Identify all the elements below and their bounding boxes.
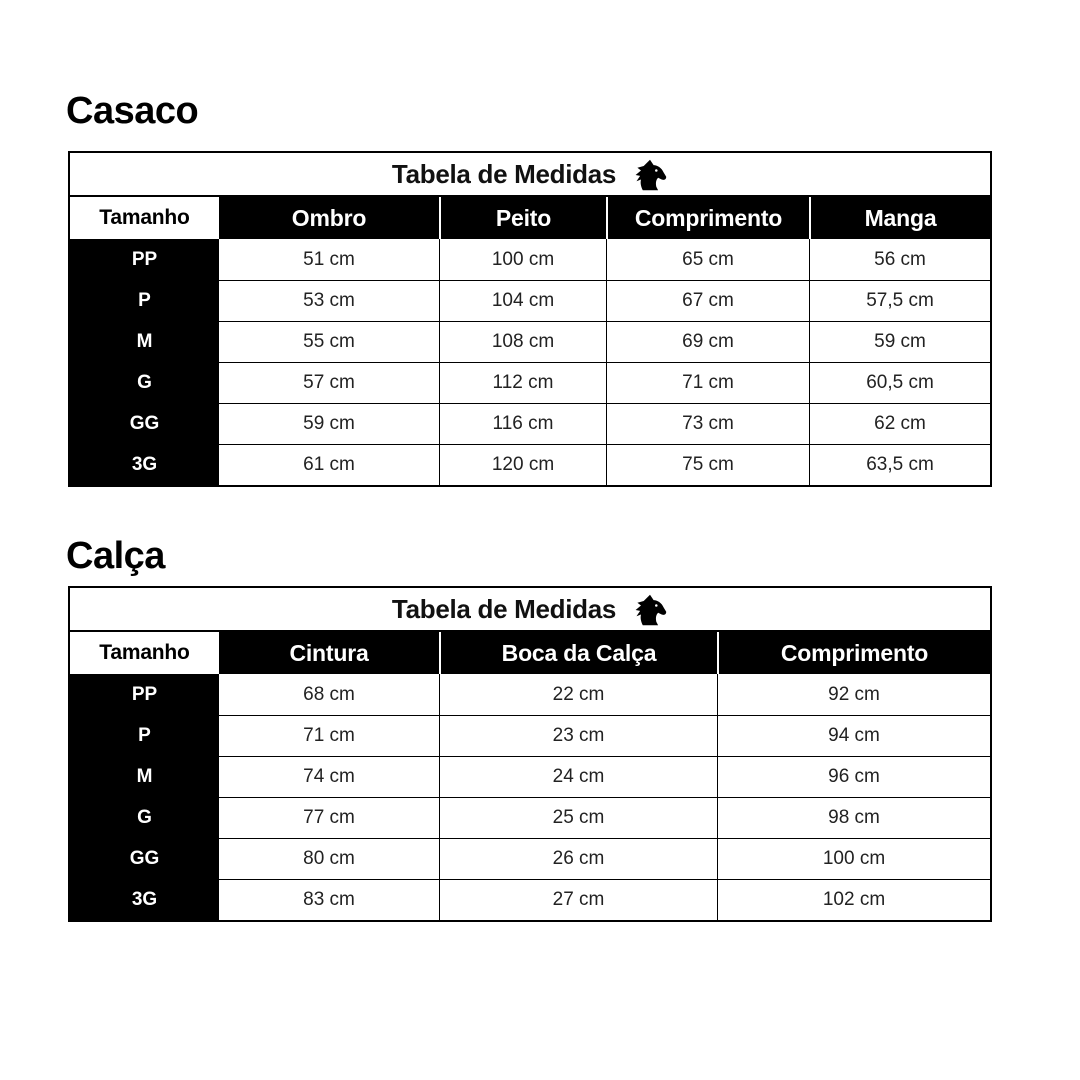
manga-value: 62 cm: [809, 404, 990, 444]
cintura-value: 83 cm: [303, 889, 355, 910]
casaco-col-peito: Peito: [439, 197, 606, 239]
manga-value: 63,5 cm: [809, 445, 990, 485]
table-row: [70, 715, 990, 756]
comprimento-value: 96 cm: [717, 757, 990, 797]
table-row: [70, 280, 990, 321]
comprimento-value: 94 cm: [717, 716, 990, 756]
casaco-table-header: [70, 153, 990, 197]
ombro-value: 53 cm: [303, 290, 355, 311]
peito-value: 112 cm: [439, 363, 606, 403]
size-label: P: [70, 281, 219, 321]
peito-value: 108 cm: [439, 322, 606, 362]
table-row: [70, 797, 990, 838]
comprimento-value: 69 cm: [606, 322, 809, 362]
ombro-value: 57 cm: [303, 372, 355, 393]
casaco-table-title: Tabela de Medidas: [391, 158, 617, 189]
calca-col-tamanho: Tamanho: [70, 632, 219, 674]
size-label: P: [70, 716, 219, 756]
boca-da-calca-value: 22 cm: [439, 674, 717, 715]
table-row: [70, 362, 990, 403]
boca-da-calca-value: 25 cm: [439, 798, 717, 838]
manga-value: 56 cm: [809, 239, 990, 280]
calca-table-title: Tabela de Medidas: [391, 593, 617, 624]
boca-da-calca-value: 27 cm: [439, 880, 717, 920]
manga-value: 57,5 cm: [809, 281, 990, 321]
size-label: M: [70, 757, 219, 797]
ombro-value: 59 cm: [303, 413, 355, 434]
ombro-value: 55 cm: [303, 331, 355, 352]
casaco-col-manga: Manga: [809, 197, 990, 239]
calca-column-header-row: [70, 632, 990, 674]
ombro-value: 61 cm: [303, 454, 355, 475]
table-row: [70, 403, 990, 444]
size-label: 3G: [70, 880, 219, 920]
peito-value: 100 cm: [439, 239, 606, 280]
table-row: [70, 756, 990, 797]
horse-head-icon: [632, 592, 668, 628]
table-row: [70, 838, 990, 879]
horse-head-icon: [632, 157, 668, 193]
size-label: M: [70, 322, 219, 362]
boca-da-calca-value: 24 cm: [439, 757, 717, 797]
manga-value: 59 cm: [809, 322, 990, 362]
table-row: [70, 239, 990, 280]
size-label: GG: [70, 404, 219, 444]
cintura-value: 74 cm: [303, 766, 355, 787]
table-row: [70, 444, 990, 485]
table-row: [70, 674, 990, 715]
casaco-col-tamanho: Tamanho: [70, 197, 219, 239]
calca-table-header: [70, 588, 990, 632]
comprimento-value: 92 cm: [717, 674, 990, 715]
calca-col-cintura: Cintura: [219, 632, 439, 674]
casaco-size-table: [68, 151, 992, 487]
comprimento-value: 65 cm: [606, 239, 809, 280]
cintura-value: 68 cm: [303, 683, 355, 705]
cintura-value: 77 cm: [303, 807, 355, 828]
comprimento-value: 71 cm: [606, 363, 809, 403]
boca-da-calca-value: 23 cm: [439, 716, 717, 756]
table-row: [70, 879, 990, 920]
casaco-col-ombro: Ombro: [219, 197, 439, 239]
comprimento-value: 75 cm: [606, 445, 809, 485]
boca-da-calca-value: 26 cm: [439, 839, 717, 879]
size-label: PP: [70, 239, 219, 280]
comprimento-value: 73 cm: [606, 404, 809, 444]
size-label: G: [70, 798, 219, 838]
calca-col-comprimento: Comprimento: [717, 632, 990, 674]
size-label: PP: [70, 674, 219, 715]
calca-size-table: [68, 586, 992, 922]
size-label: 3G: [70, 445, 219, 485]
manga-value: 60,5 cm: [809, 363, 990, 403]
peito-value: 116 cm: [439, 404, 606, 444]
cintura-value: 80 cm: [303, 848, 355, 869]
peito-value: 104 cm: [439, 281, 606, 321]
comprimento-value: 67 cm: [606, 281, 809, 321]
comprimento-value: 98 cm: [717, 798, 990, 838]
calca-col-boca-da-calca: Boca da Calça: [439, 632, 717, 674]
cintura-value: 71 cm: [303, 725, 355, 746]
calca-section-title: Calça: [66, 535, 165, 577]
comprimento-value: 102 cm: [717, 880, 990, 920]
casaco-column-header-row: [70, 197, 990, 239]
casaco-section-title: Casaco: [66, 90, 199, 132]
size-label: GG: [70, 839, 219, 879]
peito-value: 120 cm: [439, 445, 606, 485]
table-row: [70, 321, 990, 362]
size-label: G: [70, 363, 219, 403]
casaco-col-comprimento: Comprimento: [606, 197, 809, 239]
ombro-value: 51 cm: [303, 248, 355, 270]
comprimento-value: 100 cm: [717, 839, 990, 879]
